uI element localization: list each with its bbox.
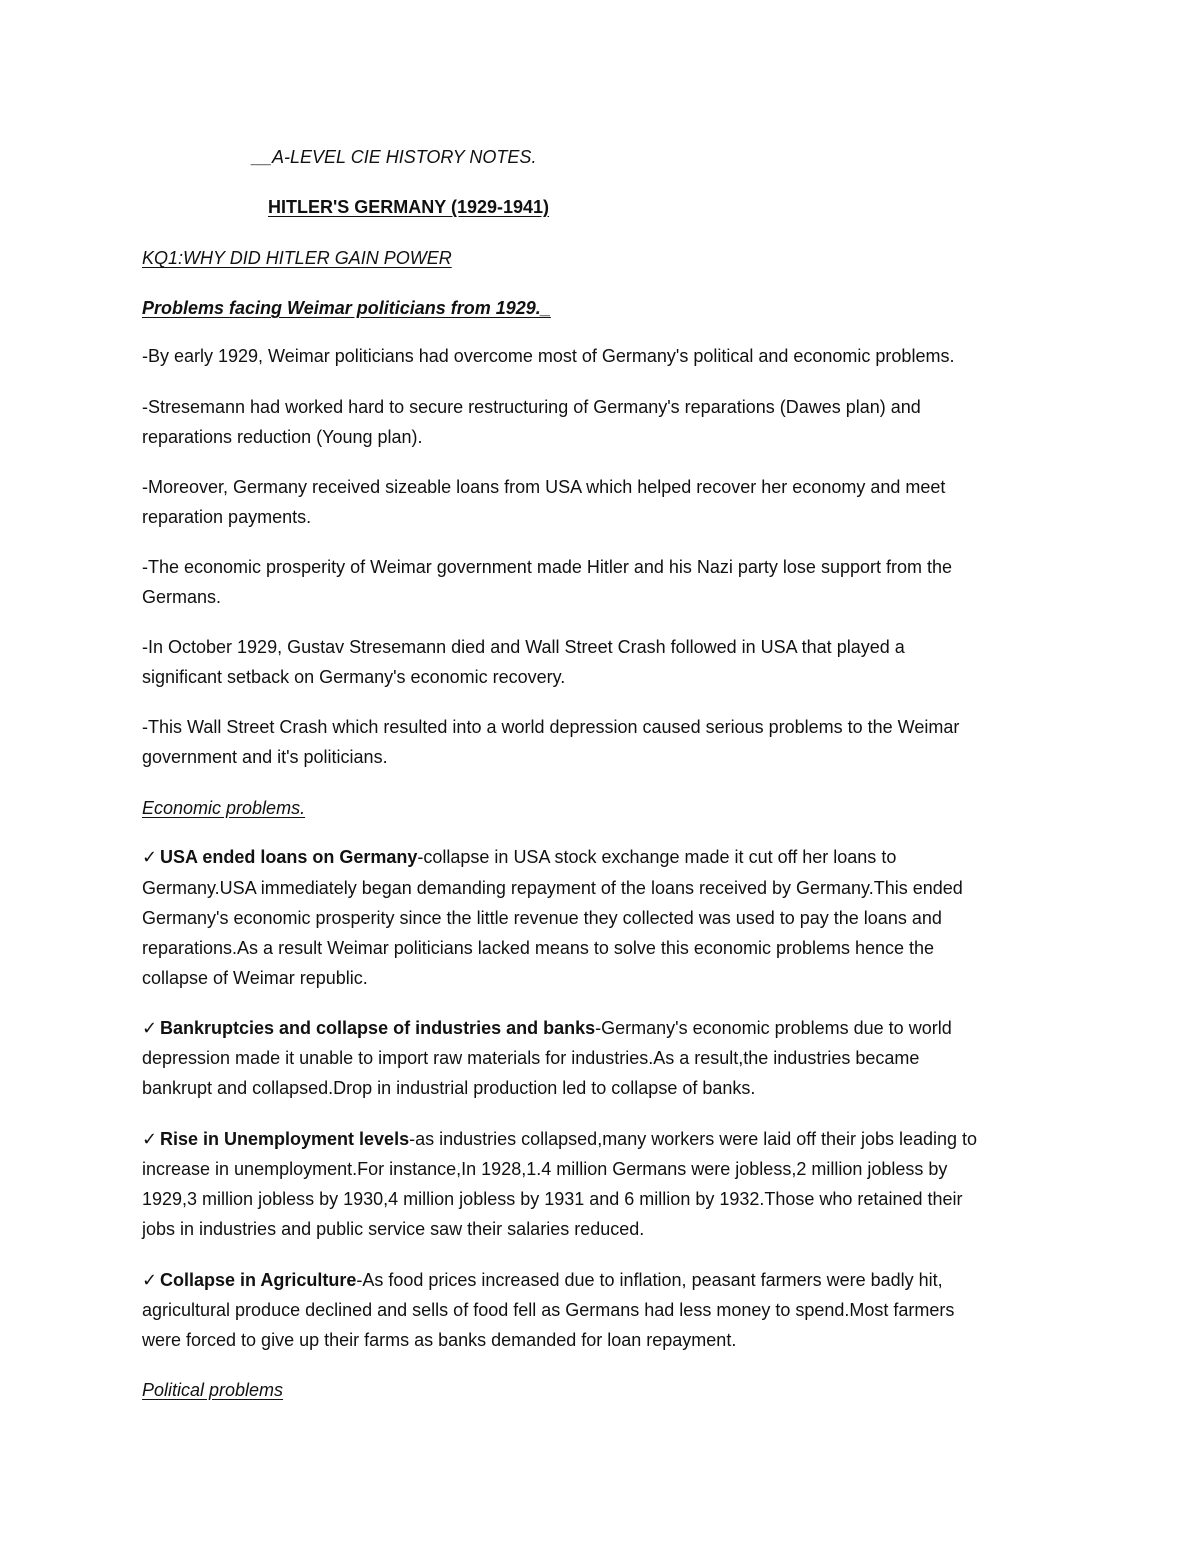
bullet-item-unemployment <box>142 1128 977 1150</box>
paragraph-line: Germans. <box>142 587 222 607</box>
paragraph-line: -The economic prosperity of Weimar government made Hitler and his Nazi party lose support from the <box>142 557 953 577</box>
paragraph-line: reparation payments. <box>142 507 312 527</box>
paragraph-line: government and it's politicians. <box>142 747 388 767</box>
paragraph-line: -This Wall Street Crash which resulted into a world depression caused serious problems to the Weimar <box>142 717 960 737</box>
paragraph-line: -Stresemann had worked hard to secure restructuring of Germany's reparations (Dawes plan) and <box>142 397 921 417</box>
paragraph-line: -By early 1929, Weimar politicians had overcome most of Germany's political and economic problems. <box>142 346 955 366</box>
key-question: KQ1:WHY DID HITLER GAIN POWER <box>142 248 452 268</box>
bullet-text: -As food prices increased due to inflation, peasant farmers were badly hit, <box>356 1270 943 1290</box>
topic-title: HITLER'S GERMANY (1929-1941) <box>268 197 550 217</box>
bullet-bold-lead: Rise in Unemployment levels <box>160 1129 410 1149</box>
paragraph-line: were forced to give up their farms as banks demanded for loan repayment. <box>142 1330 737 1350</box>
paragraph-line: reparations reduction (Young plan). <box>142 427 423 447</box>
paragraph-line: -Moreover, Germany received sizeable loans from USA which helped recover her economy and meet <box>142 477 946 497</box>
section-heading-problems-weimar: Problems facing Weimar politicians from 1929._ <box>142 298 551 318</box>
checkmark-icon: ✓ <box>142 1018 158 1038</box>
paragraph-line: reparations.As a result Weimar politicians lacked means to solve this economic problems hence the <box>142 938 935 958</box>
paragraph-line: significant setback on Germany's economic recovery. <box>142 667 566 687</box>
paragraph-line: Germany's economic prosperity since the little revenue they collected was used to pay the loans and <box>142 908 942 928</box>
bullet-text: -as industries collapsed,many workers were laid off their jobs leading to <box>409 1129 978 1149</box>
paragraph-line: jobs in industries and public service saw their salaries reduced. <box>142 1219 645 1239</box>
bullet-item-agriculture <box>142 1269 943 1291</box>
section-heading-economic-problems: Economic problems. <box>142 798 306 818</box>
paragraph-line: collapse of Weimar republic. <box>142 968 368 988</box>
checkmark-icon: ✓ <box>142 1270 158 1290</box>
checkmark-icon: ✓ <box>142 1129 158 1149</box>
paragraph-line: agricultural produce declined and sells of food fell as Germans had less money to spend.Most farmers <box>142 1300 955 1320</box>
paragraph-line: Germany.USA immediately began demanding repayment of the loans received by Germany.This ended <box>142 878 963 898</box>
section-heading-political-problems: Political problems <box>142 1380 284 1400</box>
paragraph-line: bankrupt and collapsed.Drop in industrial production led to collapse of banks. <box>142 1078 756 1098</box>
paragraph-line: -In October 1929, Gustav Stresemann died and Wall Street Crash followed in USA that played a <box>142 637 905 657</box>
notes-title: __A-LEVEL CIE HISTORY NOTES. <box>252 147 537 167</box>
bullet-bold-lead: Bankruptcies and collapse of industries and banks <box>160 1018 596 1038</box>
bullet-text: -collapse in USA stock exchange made it cut off her loans to <box>417 847 897 867</box>
paragraph-line: increase in unemployment.For instance,In 1928,1.4 million Germans were jobless,2 million jobless by <box>142 1159 948 1179</box>
paragraph-line: 1929,3 million jobless by 1930,4 million jobless by 1931 and 6 million by 1932.Those who retained their <box>142 1189 963 1209</box>
bullet-bold-lead: Collapse in Agriculture <box>160 1270 357 1290</box>
bullet-item-bankruptcies <box>142 1017 952 1039</box>
bullet-text: -Germany's economic problems due to world <box>595 1018 952 1038</box>
paragraph-line: depression made it unable to import raw materials for industries.As a result,the industries became <box>142 1048 920 1068</box>
checkmark-icon: ✓ <box>142 847 158 867</box>
bullet-item-usa-loans <box>142 846 896 868</box>
bullet-bold-lead: USA ended loans on Germany <box>160 847 418 867</box>
